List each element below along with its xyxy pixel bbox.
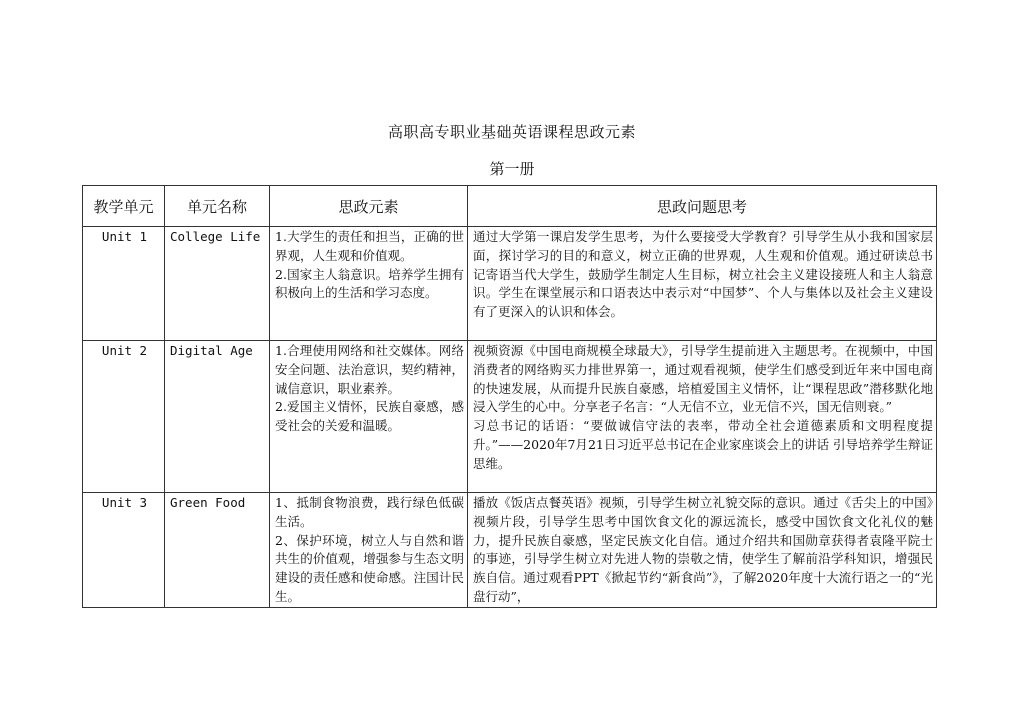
cell-thinking (468, 227, 937, 341)
table-row (83, 227, 937, 341)
element-item: 2.国家主人翁意识。培养学生拥有积极向上的生活和学习态度。 (275, 266, 464, 301)
header-ideology-elements: 思政元素 (270, 186, 468, 227)
cell-thinking (468, 493, 937, 608)
element-item: 2、保护环境，树立人与自然和谐共生的价值观，增强参与生态文明建设的责任感和使命感。注国计民生。 (275, 532, 464, 604)
element-item: 2.爱国主义情怀，民族自豪感，感受社会的关爱和温暖。 (275, 399, 464, 434)
cell-elements (270, 493, 468, 608)
header-teaching-unit: 教学单元 (83, 186, 165, 227)
thinking-paragraph: 通过大学第一课启发学生思考，为什么要接受大学教育？引导学生从小我和国家层面，探讨学习的目的和意义，树立正确的世界观，人生观和价值观。通过研读总书记寄语当代大学生，鼓励学生制定人生目标，树立社会主义建设接班人和主人翁意识。学生在课堂展示和口语表达中表示对“中国梦”、个人与集体以及社会主义建设有了更深入的认识和体会。 (473, 229, 933, 320)
element-item: 1、抵制食物浪费，践行绿色低碳生活。 (275, 495, 464, 529)
element-item: 1.合理使用网络和社交媒体。网络安全问题、法治意识，契约精神，诚信意识，职业素养。 (275, 343, 464, 396)
document-title: 高职高专职业基础英语课程思政元素 (387, 123, 636, 141)
cell-unit-name: College Life (165, 227, 270, 341)
header-ideology-thinking: 思政问题思考 (468, 186, 937, 227)
cell-unit-name: Digital Age (165, 341, 270, 493)
cell-thinking (468, 341, 937, 493)
cell-elements (270, 341, 468, 493)
header-unit-name: 单元名称 (165, 186, 270, 227)
cell-unit: Unit 1 (83, 227, 165, 341)
cell-unit: Unit 2 (83, 341, 165, 493)
thinking-paragraph: 视频资源《中国电商规模全球最大》，引导学生提前进入主题思考。在视频中，中国消费者的网络购买力排世界第一，通过观看视频，使学生们感受到近年来中国电商的快速发展，从而提升民族自豪感，培植爱国主义情怀，让“课程思政”潜移默化地浸入学生的心中。分享老子名言：“人无信不立，业无信不兴，国无信则衰。” (473, 343, 933, 415)
cell-unit: Unit 3 (83, 493, 165, 608)
element-item: 1.大学生的责任和担当，正确的世界观，人生观和价值观。 (275, 229, 464, 263)
cell-unit-name: Green Food (165, 493, 270, 608)
thinking-paragraph: 播放《饭店点餐英语》视频，引导学生树立礼貌交际的意识。通过《舌尖上的中国》视频片段，引导学生思考中国饮食文化的源远流长，感受中国饮食文化礼仪的魅力，提升民族自豪感，坚定民族文化自信。通过介绍共和国勋章获得者袁隆平院士的事迹，引导学生树立对先进人物的崇敬之情，使学生了解前沿学科知识，增强民族自信。通过观看PPT《掀起节约“新食尚”》，了解2020年度十大流行语之一的“光盘行动”， (473, 495, 933, 604)
thinking-paragraph: 习总书记的话语：“要做诚信守法的表率，带动全社会道德素质和文明程度提升。”——2020年7月21日习近平总书记在企业家座谈会上的讲话 引导培养学生辩证思维。 (473, 418, 933, 471)
document-subtitle: 第一册 (489, 160, 535, 178)
ideology-elements-table (82, 185, 937, 608)
thinking-clip (473, 494, 933, 606)
table-row (83, 341, 937, 493)
table-row (83, 493, 937, 608)
cell-elements (270, 227, 468, 341)
table-header-row (83, 186, 937, 227)
